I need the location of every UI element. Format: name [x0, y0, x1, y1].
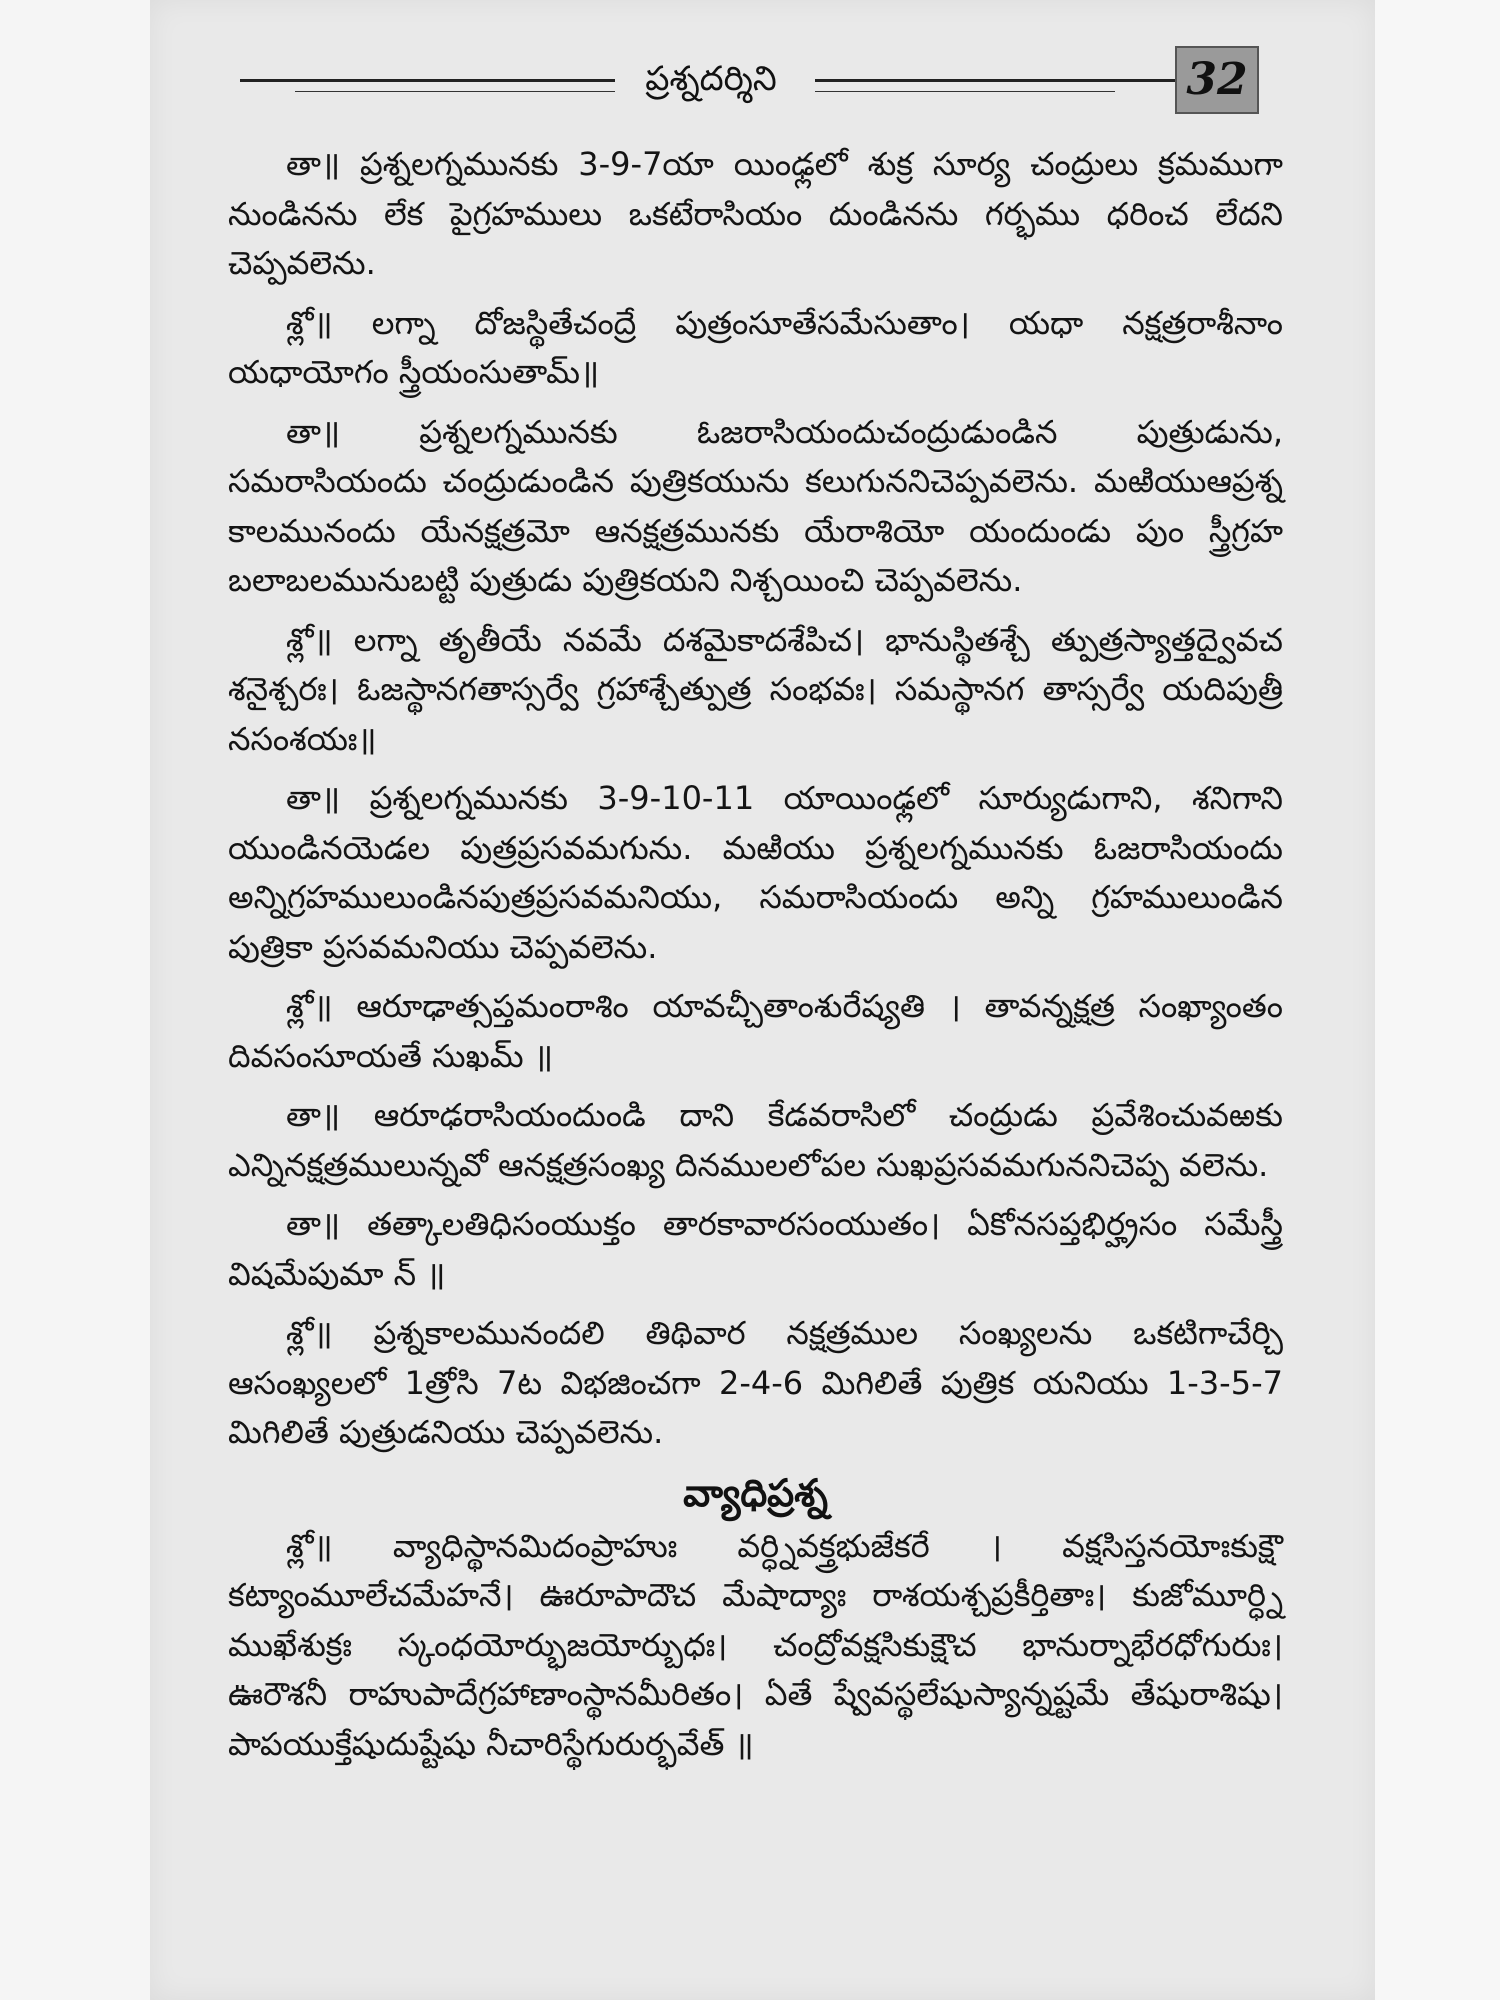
- header-rule-right: [815, 79, 1185, 82]
- header-rule-left-thin: [295, 91, 615, 92]
- page-number: 32: [1175, 46, 1259, 114]
- paragraph: తా॥ ప్రశ్నలగ్నమునకు ఓజరాసియందుచంద్రుడుండిన పుత్రుడును, సమరాసియందు చంద్రుడుండిన పుత్రికయును కలుగుననిచెప్పవలెను. మఱియుఆప్రశ్న కాలమునందు యేనక్షత్రమో ఆనక్షత్రమునకు యేరాశియో యందుండు పుం స్త్రీగ్రహ బలాబలమునుబట్టి పుత్రుడు పుత్రికయని నిశ్చయించి చెప్పవలెను.: [228, 412, 1283, 599]
- paragraph: తా॥ ప్రశ్నలగ్నమునకు 3-9-10-11 యాయింఢ్లలో సూర్యుడుగాని, శనిగాని యుండినయెడల పుత్రప్రసవమగును. మఱియు ప్రశ్నలగ్నమునకు ఓజరాసియందు అన్నిగ్రహములుండినపుత్రప్రసవమనియు, సమరాసియందు అన్ని గ్రహములుండిన పుత్రికా ప్రసవమనియు చెప్పవలెను.: [228, 779, 1283, 966]
- header-rule-left: [240, 79, 615, 82]
- paragraph: శ్లో॥ వ్యాధిస్థానమిదంప్రాహుః వర్ధ్నివక్త్రభుజేకరే । వక్షసిస్తనయోఃకుక్షౌ కట్యాంమూలేచమేహనే। ఊరూపాదౌచ మేషాద్యాః రాశయశ్చప్రకీర్తితాః। కుజోమూర్ధ్ని ముఖేశుక్రః స్కంధయోర్భుజయోర్బుధః। చంద్రోవక్షసికుక్షౌచ భానుర్నాభేరధోగురుః। ఊరౌశనీ రాహుపాదేగ్రహాణాంస్థానమీరితం। ఏతే ష్వేవస్థలేషుస్యాన్నష్టమే తేషురాశిషు। పాపయుక్తేషుదుష్టేషు నీచారిస్థేగురుర్భవేత్ ॥: [228, 1526, 1283, 1763]
- header-rule-right-thin: [815, 91, 1115, 92]
- paragraph: తా॥ ఆరూఢరాసియందుండి దాని కేడవరాసిలో చంద్రుడు ప్రవేశించువఱకు ఎన్నినక్షత్రములున్నవో ఆనక్షత్రసంఖ్య దినములలోపల సుఖప్రసవమగుననిచెప్ప వలెను.: [228, 1096, 1283, 1184]
- page-header: [240, 55, 1260, 115]
- section-heading: వ్యాధిప్రశ్న: [683, 1470, 828, 1515]
- paragraph: తా॥ తత్కాలతిధిసంయుక్తం తారకావారసంయుతం। ఏకోనసప్తభిర్హ్రసం సమేస్త్రీ విషమేపుమా న్ ॥: [228, 1205, 1283, 1293]
- paragraph: శ్లో॥ ప్రశ్నకాలమునందలి తిథివార నక్షత్రముల సంఖ్యలను ఒకటిగాచేర్చి ఆసంఖ్యలలో 1త్రోసి 7ట విభజించగా 2-4-6 మిగిలితే పుత్రిక యనియు 1-3-5-7 మిగిలితే పుత్రుడనియు చెప్పవలెను.: [228, 1314, 1283, 1451]
- page-margin: [1375, 0, 1500, 2000]
- page-body: [228, 140, 1283, 1779]
- paragraph: శ్లో॥ ఆరూఢాత్సప్తమంరాశిం యావచ్చీతాంశురేష్యతి । తావన్నక్షత్ర సంఖ్యాంతం దివసంసూయతే సుఖమ్ ॥: [228, 987, 1283, 1075]
- running-title: ప్రశ్నదర్శిని: [615, 59, 807, 107]
- paragraph: శ్లో॥ లగ్నా తృతీయే నవమే దశమైకాదశేపిచ। భానుస్థితశ్చే త్పుత్రస్యాత్తద్వైవచ శనైశ్చరః। ఓజస్థానగతాస్సర్వే గ్రహాశ్చేత్పుత్ర సంభవః। సమస్థానగ తాస్సర్వే యదిపుత్రీ నసంశయః॥: [228, 620, 1283, 758]
- paragraph: శ్లో॥ లగ్నా దోజస్థితేచంద్రే పుత్రంసూతేసమేసుతాం। యధా నక్షత్రరాశీనాం యధాయోగం స్త్రీయంసుతామ్॥: [228, 303, 1283, 391]
- paragraph: తా॥ ప్రశ్నలగ్నమునకు 3-9-7యా యింఢ్లలో శుక్ర సూర్య చంద్రులు క్రమముగా నుండినను లేక పైగ్రహములు ఒకటేరాసియం దుండినను గర్భము ధరించ లేదని చెప్పవలెను.: [228, 145, 1283, 282]
